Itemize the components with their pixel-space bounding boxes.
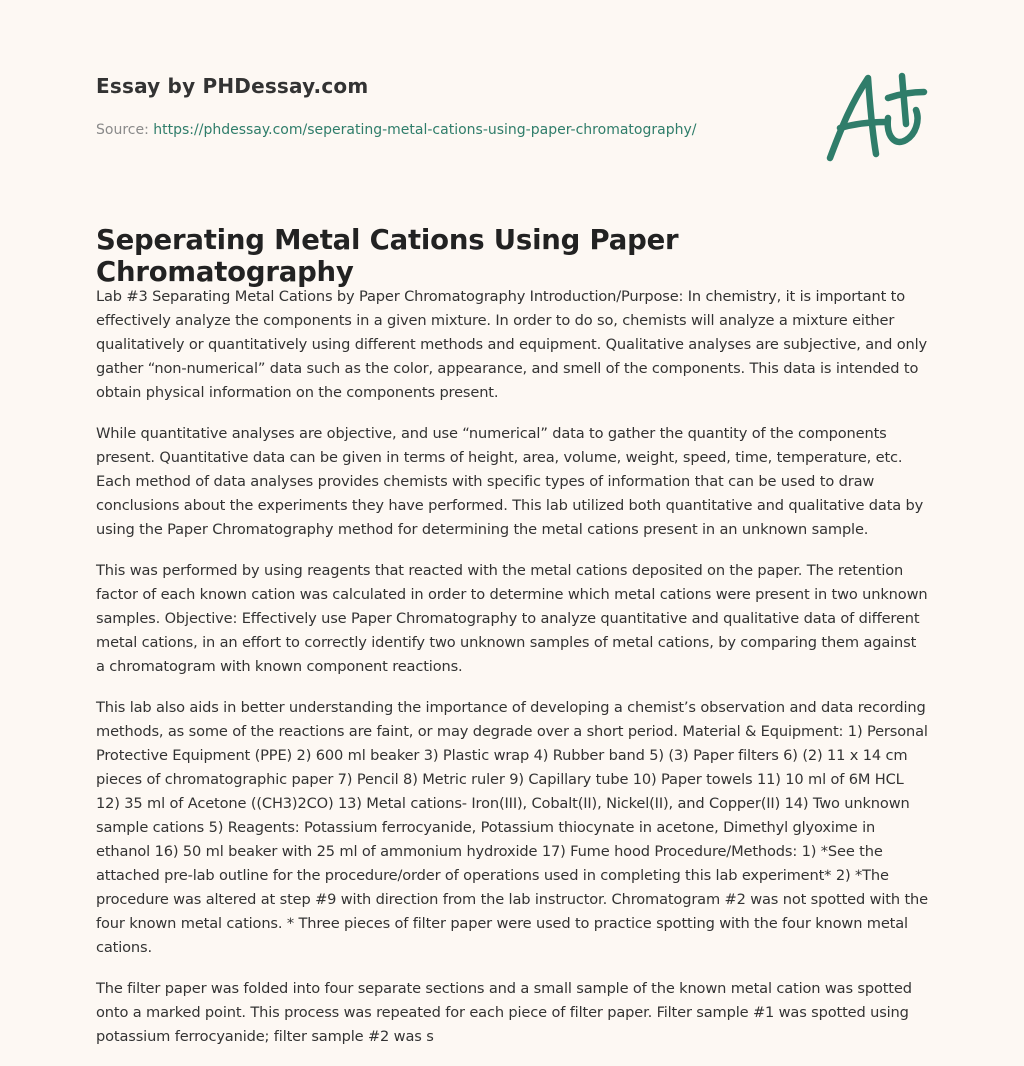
paragraph: Lab #3 Separating Metal Cations by Paper Chromatography Introduction/Purpose: In chemistry, it is important to effectively analyze the components in a given mixture. In order to do so, chemists will analyze a mixture either qualitatively or quantitatively using different methods and equipment. Qualitative analyses are subjective, and only gather “non-numerical” data such as the color, appearance, and smell of the components. This data is intended to obtain physical information on the components present.	[96, 288, 928, 401]
a-plus-logo-icon	[820, 66, 930, 166]
paragraph: The filter paper was folded into four separate sections and a small sample of the known metal cation was spotted onto a marked point. This process was repeated for each piece of filter paper. Filter sample #1 was spotted using potassium ferrocyanide; filter sample #2 was s	[96, 980, 912, 1045]
source-line	[96, 122, 796, 138]
source-link[interactable]: https://phdessay.com/seperating-metal-cations-using-paper-chromatography/	[153, 122, 697, 138]
site-title: Essay by PHDessay.com	[96, 74, 369, 98]
header	[96, 74, 796, 138]
article-title: Seperating Metal Cations Using Paper Chromatography	[96, 224, 679, 288]
source-label: Source:	[96, 122, 154, 138]
article-body	[96, 285, 928, 1066]
paragraph: While quantitative analyses are objective, and use “numerical” data to gather the quantity of the components present. Quantitative data can be given in terms of height, area, volume, weight, speed, time, temperature, etc. Each method of data analyses provides chemists with specific types of information that can be used to draw conclusions about the experiments they have performed. This lab utilized both quantitative and qualitative data by using the Paper Chromatography method for determining the metal cations present in an unknown sample.	[96, 425, 924, 538]
paragraph: This lab also aids in better understanding the importance of developing a chemist’s observation and data recording methods, as some of the reactions are faint, or may degrade over a short period. Material & Equipment: 1) Personal Protective Equipment (PPE) 2) 600 ml beaker 3) Plastic wrap 4) Rubber band 5) (3) Paper filters 6) (2) 11 x 14 cm pieces of chromatographic paper 7) Pencil 8) Metric ruler 9) Capillary tube 10) Paper towels 11) 10 ml of 6M HCL 12) 35 ml of Acetone ((CH3)2CO) 13) Metal cations- Iron(III), Cobalt(II), Nickel(II), and Copper(II) 14) Two unknown sample cations 5) Reagents: Potassium ferrocyanide, Potassium thiocynate in acetone, Dimethyl glyoxime in ethanol 16) 50 ml beaker with 25 ml of ammonium hydroxide 17) Fume hood Procedure/Methods: 1) *See the attached pre-lab outline for the procedure/order of operations used in completing this lab experiment* 2) *The procedure was altered at step #9 with direction from the lab instructor. Chromatogram #2 was not spotted with the four known metal cations. * Three pieces of filter paper were used to practice spotting with the four known metal cations.	[96, 699, 928, 956]
paragraph: This was performed by using reagents that reacted with the metal cations deposited on the paper. The retention factor of each known cation was calculated in order to determine which metal cations were present in two unknown samples. Objective: Effectively use Paper Chromatography to analyze quantitative and qualitative data of different metal cations, in an effort to correctly identify two unknown samples of metal cations, by comparing them against a chromatogram with known component reactions.	[96, 562, 928, 675]
